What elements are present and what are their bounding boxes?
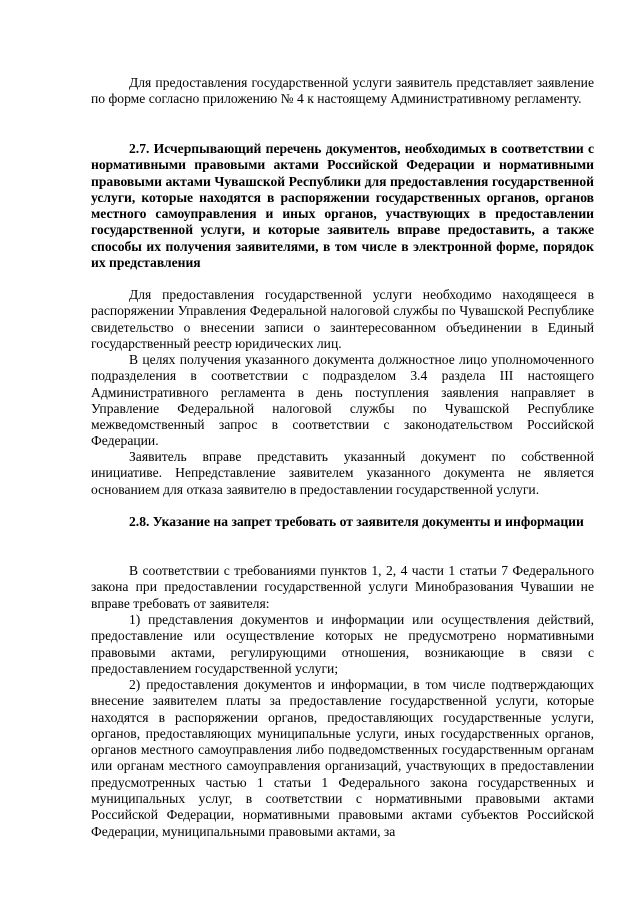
list-item-2: 2) предоставления документов и информации, в том числе подтверждающих внесение заявителем платы за предоставление государственной услуги, которые находятся в распоряжении органов, предоставляющих государственные услуги, органов, предоставляющих муниципальные услуги, иных государственных органов, органов местного самоуправления либо подведомственных государственным органам или органам местного самоуправления организаций, участвующих в предоставлении предусмотренных частью 1 статьи 1 Федерального закона государственных и муниципальных услуг, в соответствии с нормативными правовыми актами Российской Федерации, нормативными правовыми актами субъектов Российской Федерации, муниципальными правовыми актами, за <box>91 677 594 839</box>
paragraph-required-document: Для предоставления государственной услуги необходимо находящееся в распоряжении Управления Федеральной налоговой службы по Чувашской Республике свидетельство о внесении записи о заинтересованном объединении в Единый государственный реестр юридических лиц. <box>91 287 594 351</box>
paragraph-interagency-request: В целях получения указанного документа должностное лицо уполномоченного подразделения в соответствии с подразделом 3.4 раздела III настоящего Административного регламента в день поступления заявления направляет в Управление Федеральной налоговой службы по Чувашской Республике межведомственный запрос в соответствии с законодательством Российской Федерации. <box>91 352 594 449</box>
paragraph-application-form: Для предоставления государственной услуги заявитель представляет заявление по форме согласно приложению № 4 к настоящему Административному регламенту. <box>91 75 594 107</box>
section-heading-2-7: 2.7. Исчерпывающий перечень документов, необходимых в соответствии с нормативными правовыми актами Российской Федерации и нормативными правовыми актами Чувашской Республики для предоставления государственной услуги, которые находятся в распоряжении государственных органов, органов местного самоуправления и иных органов, участвующих в предоставлении государственной услуги, и которые заявитель вправе предоставить, а также способы их получения заявителями, в том числе в электронной форме, порядок их представления <box>91 141 594 271</box>
section-heading-2-8: 2.8. Указание на запрет требовать от заявителя документы и информации <box>129 514 584 529</box>
paragraph-prohibition-intro: В соответствии с требованиями пунктов 1, 2, 4 части 1 статьи 7 Федерального закона при предоставлении государственной услуги Минобразования Чувашии не вправе требовать от заявителя: <box>91 563 594 611</box>
paragraph-own-initiative: Заявитель вправе представить указанный документ по собственной инициативе. Непредставление заявителем указанного документа не является основанием для отказа заявителю в предоставлении государственной услуги. <box>91 449 594 497</box>
list-item-1: 1) представления документов и информации или осуществления действий, предоставление или осуществление которых не предусмотрено нормативными правовыми актами, регулирующими отношения, возникающие в связи с предоставлением государственной услуги; <box>91 612 594 676</box>
